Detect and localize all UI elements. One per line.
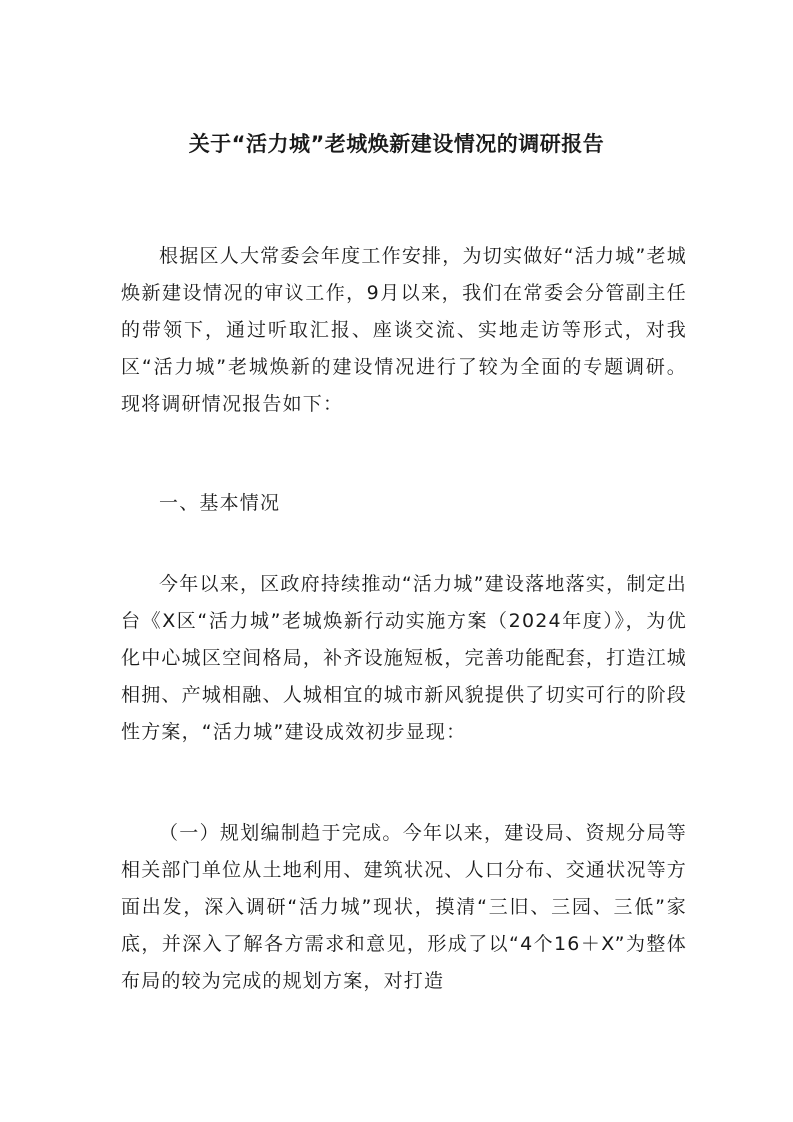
section-heading-basic-situation: 一、基本情况 — [159, 492, 281, 514]
document-title: 关于“活力城”老城焕新建设情况的调研报告 — [188, 132, 605, 156]
basic-situation-paragraph: 今年以来，区政府持续推动“活力城”建设落地落实，制定出台《X区“活力城”老城焕新行动实施方案（2024年度）》，为优化中心城区空间格局，补齐设施短板，完善功能配套，打造江城相拥、产城相融、人城相宜的城市新风貌提供了切实可行的阶段性方案，“活力城”建设成效初步显现： — [121, 573, 687, 743]
intro-paragraph: 根据区人大常委会年度工作安排，为切实做好“活力城”老城焕新建设情况的审议工作，9月以来，我们在常委会分管副主任的带领下，通过听取汇报、座谈交流、实地走访等形式，对我区“活力城”老城焕新的建设情况进行了较为全面的专题调研。现将调研情况报告如下： — [121, 245, 687, 415]
planning-paragraph: （一）规划编制趋于完成。今年以来，建设局、资规分局等相关部门单位从土地利用、建筑状况、人口分布、交通状况等方面出发，深入调研“活力城”现状，摸清“三旧、三园、三低”家底，并深入了解各方需求和意见，形成了以“4个16＋X”为整体布局的较为完成的规划方案，对打造 — [121, 822, 687, 992]
